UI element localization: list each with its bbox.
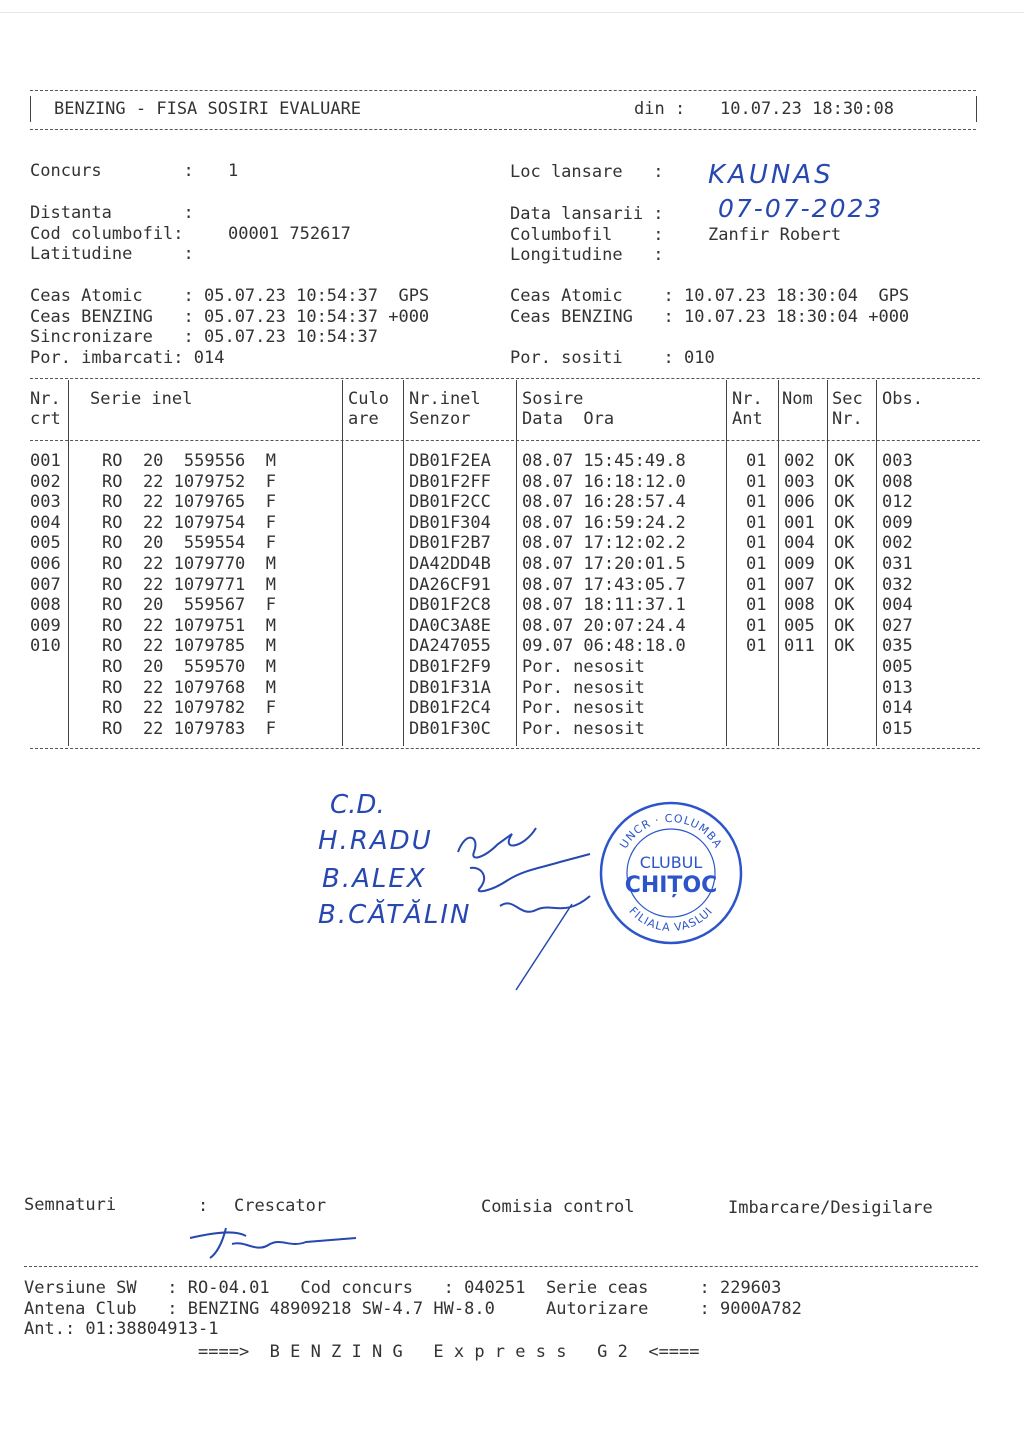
clock-left-line: Ceas BENZING : 05.07.23 10:54:37 +000 (30, 307, 430, 327)
cell-sec: OK (834, 574, 855, 595)
cell-serie: RO 22 1079768 M (102, 677, 276, 698)
cell-sosire: 08.07 16:18:12.0 (522, 471, 686, 492)
column-separator (403, 380, 404, 746)
stamp-bottom-text: FILIALA VASLUI (626, 904, 716, 935)
clock-right-line: Ceas BENZING : 10.07.23 18:30:04 +000 (510, 307, 910, 327)
cell-obs: 012 (882, 492, 913, 513)
cod-columbofil-value: 00001 752617 (228, 224, 351, 244)
cell-senzor: DB01F2F9 (409, 657, 491, 677)
cell-serie: RO 22 1079765 F (102, 492, 276, 513)
cell-senzor: DB01F31A (409, 677, 491, 698)
footer-brand: ====> B E N Z I N G E x p r e s s G 2 <==== (198, 1342, 700, 1362)
cell-nom: 003 (784, 471, 815, 492)
cell-serie: RO 22 1079785 M (102, 636, 276, 657)
cell-senzor: DB01F2C4 (409, 698, 491, 719)
svg-text:UNCR · COLUMBA (617, 812, 724, 851)
cell-nom: 005 (784, 615, 815, 636)
cell-nr: 006 (30, 554, 61, 574)
stamp-line-2: CHIȚOC (624, 873, 718, 898)
header-are: are (348, 409, 379, 429)
loc-lansare-label: Loc lansare : (510, 162, 664, 182)
cell-sec: OK (834, 615, 855, 636)
header-serie: Serie inel (90, 389, 193, 409)
cell-sosire: Por. nesosit (522, 718, 645, 739)
column-separator (726, 380, 727, 746)
cod-columbofil-label: Cod columbofil: (30, 224, 184, 244)
cell-nom: 008 (784, 595, 815, 616)
header-crt: crt (30, 409, 61, 429)
cell-ant: 01 (746, 533, 767, 554)
cell-senzor: DB01F2C8 (409, 595, 491, 616)
cell-serie: RO 22 1079754 F (102, 512, 276, 533)
cell-ant: 01 (746, 554, 767, 574)
header-sosire: Sosire (522, 389, 584, 409)
stamp-line-1: CLUBUL (639, 853, 703, 872)
clock-left-line: Ceas Atomic : 05.07.23 10:54:37 GPS (30, 286, 430, 306)
club-stamp (596, 798, 746, 948)
cell-obs: 031 (882, 554, 913, 574)
cell-nom: 004 (784, 533, 815, 554)
footer-line: Antena Club : BENZING 48909218 SW-4.7 HW-8.0 Autorizare : 9000A782 (24, 1299, 802, 1319)
table-header-border (30, 440, 980, 441)
cell-senzor: DA26CF91 (409, 574, 491, 595)
cell-nr: 007 (30, 574, 61, 595)
cell-nr: 010 (30, 636, 61, 657)
cell-sosire: 08.07 18:11:37.1 (522, 595, 686, 616)
handwritten-line: B.ALEX (322, 864, 427, 894)
cell-senzor: DB01F304 (409, 512, 491, 533)
handwritten-signatures (440, 800, 620, 1000)
cell-sosire: 08.07 17:20:01.5 (522, 554, 686, 574)
cell-obs: 003 (882, 451, 913, 471)
stamp-top-text: UNCR · COLUMBA (617, 811, 725, 851)
cell-ant: 01 (746, 471, 767, 492)
header-top-border (30, 90, 976, 91)
date-label: din : (634, 99, 686, 119)
cell-sec: OK (834, 554, 855, 574)
cell-nom: 006 (784, 492, 815, 513)
data-lansarii-label: Data lansarii : (510, 204, 664, 224)
cell-ant: 01 (746, 615, 767, 636)
cell-serie: RO 20 559567 F (102, 595, 276, 616)
cell-senzor: DB01F2B7 (409, 533, 491, 554)
cell-ant: 01 (746, 574, 767, 595)
cell-serie: RO 20 559554 F (102, 533, 276, 554)
cell-obs: 014 (882, 698, 913, 719)
cell-serie: RO 22 1079771 M (102, 574, 276, 595)
cell-serie: RO 20 559556 M (102, 451, 276, 471)
signature-comisia: Comisia control (481, 1197, 635, 1217)
cell-nr: 009 (30, 615, 61, 636)
cell-nr: 005 (30, 533, 61, 554)
columbofil-value: Zanfir Robert (708, 225, 842, 245)
cell-obs: 008 (882, 471, 913, 492)
cell-obs: 004 (882, 595, 913, 616)
header-sec: Sec (832, 389, 863, 409)
crescator-signature (186, 1224, 366, 1264)
header-ant-nr: Nr. (732, 389, 763, 409)
column-separator (778, 380, 779, 746)
cell-obs: 032 (882, 574, 913, 595)
header-obs: Obs. (882, 389, 923, 409)
svg-text:FILIALA VASLUI (626, 904, 715, 934)
column-separator (516, 380, 517, 746)
cell-serie: RO 22 1079752 F (102, 471, 276, 492)
header-culo: Culo (348, 389, 389, 409)
cell-obs: 002 (882, 533, 913, 554)
header-ant: Ant (732, 409, 763, 429)
cell-ant: 01 (746, 451, 767, 471)
cell-nr: 003 (30, 492, 61, 513)
header-nr: Nr. (30, 389, 61, 409)
clock-right-line: Ceas Atomic : 10.07.23 18:30:04 GPS (510, 286, 910, 306)
cell-serie: RO 22 1079770 M (102, 554, 276, 574)
column-separator (876, 380, 877, 746)
signatures-sep: : (198, 1196, 209, 1216)
table-top-border (30, 378, 980, 379)
cell-ant: 01 (746, 595, 767, 616)
clock-left-line: Por. imbarcati: 014 (30, 348, 225, 368)
clock-left-line: Sincronizare : 05.07.23 10:54:37 (30, 327, 378, 347)
header-data-ora: Data Ora (522, 409, 615, 429)
cell-nom: 002 (784, 451, 815, 471)
page-top-edge (0, 12, 1024, 13)
cell-sosire: 08.07 15:45:49.8 (522, 451, 686, 471)
cell-serie: RO 20 559570 M (102, 657, 276, 677)
cell-senzor: DA0C3A8E (409, 615, 491, 636)
cell-nr: 002 (30, 471, 61, 492)
cell-sec: OK (834, 512, 855, 533)
cell-obs: 013 (882, 677, 913, 698)
columbofil-label: Columbofil : (510, 225, 664, 245)
cell-sosire: 08.07 17:12:02.2 (522, 533, 686, 554)
cell-serie: RO 22 1079782 F (102, 698, 276, 719)
cell-obs: 027 (882, 615, 913, 636)
cell-senzor: DA42DD4B (409, 554, 491, 574)
table-bottom-border (30, 748, 980, 749)
column-separator (827, 380, 828, 746)
cell-obs: 009 (882, 512, 913, 533)
clock-right-line: Por. sositi : 010 (510, 348, 715, 368)
cell-sosire: Por. nesosit (522, 657, 645, 677)
cell-nom: 009 (784, 554, 815, 574)
cell-nom: 001 (784, 512, 815, 533)
cell-ant: 01 (746, 636, 767, 657)
signature-imbarcare: Imbarcare/Desigilare (728, 1198, 933, 1218)
handwritten-line: C.D. (330, 790, 385, 820)
cell-senzor: DB01F2CC (409, 492, 491, 513)
cell-nr: 008 (30, 595, 61, 616)
header-senzor: Senzor (409, 409, 471, 429)
cell-nr: 004 (30, 512, 61, 533)
cell-sec: OK (834, 533, 855, 554)
signatures-label: Semnaturi (24, 1195, 117, 1215)
cell-senzor: DB01F2FF (409, 471, 491, 492)
footer-line: Versiune SW : RO-04.01 Cod concurs : 040251 Serie ceas : 229603 (24, 1278, 782, 1298)
cell-serie: RO 22 1079751 M (102, 615, 276, 636)
cell-nr: 001 (30, 451, 61, 471)
cell-sec: OK (834, 636, 855, 657)
concurs-value: 1 (228, 161, 239, 181)
cell-sosire: 08.07 20:07:24.4 (522, 615, 686, 636)
distanta-label: Distanta : (30, 203, 194, 223)
longitudine-label: Longitudine : (510, 245, 664, 265)
cell-sec: OK (834, 471, 855, 492)
header-left-border (30, 96, 31, 122)
header-sec-nr: Nr. (832, 409, 863, 429)
cell-obs: 015 (882, 718, 913, 739)
cell-ant: 01 (746, 512, 767, 533)
cell-sosire: 08.07 16:28:57.4 (522, 492, 686, 513)
cell-senzor: DA247055 (409, 636, 491, 657)
cell-nom: 007 (784, 574, 815, 595)
data-lansarii-value: 07-07-2023 (718, 194, 884, 223)
cell-obs: 005 (882, 657, 913, 677)
cell-serie: RO 22 1079783 F (102, 718, 276, 739)
cell-sosire: Por. nesosit (522, 677, 645, 698)
cell-sosire: 09.07 06:48:18.0 (522, 636, 686, 657)
cell-nom: 011 (784, 636, 815, 657)
header-nom: Nom (782, 389, 813, 409)
cell-sosire: 08.07 16:59:24.2 (522, 512, 686, 533)
footer-line: Ant.: 01:38804913-1 (24, 1319, 219, 1339)
header-right-border (976, 96, 977, 122)
cell-senzor: DB01F2EA (409, 451, 491, 471)
date-value: 10.07.23 18:30:08 (720, 99, 894, 119)
cell-sosire: 08.07 17:43:05.7 (522, 574, 686, 595)
cell-sosire: Por. nesosit (522, 698, 645, 719)
handwritten-line: B.CĂTĂLIN (318, 900, 472, 930)
column-separator (68, 380, 69, 746)
cell-obs: 035 (882, 636, 913, 657)
cell-ant: 01 (746, 492, 767, 513)
document-title: BENZING - FISA SOSIRI EVALUARE (54, 99, 362, 119)
signature-crescator: Crescator (234, 1196, 327, 1216)
footer-divider (24, 1266, 978, 1267)
cell-sec: OK (834, 451, 855, 471)
cell-sec: OK (834, 595, 855, 616)
concurs-label: Concurs : (30, 161, 194, 181)
handwritten-line: H.RADU (318, 826, 433, 856)
column-separator (342, 380, 343, 746)
cell-senzor: DB01F30C (409, 718, 491, 739)
cell-sec: OK (834, 492, 855, 513)
latitudine-label: Latitudine : (30, 244, 194, 264)
loc-lansare-value: KAUNAS (708, 160, 834, 190)
header-bottom-border (30, 129, 976, 130)
header-nrinel: Nr.inel (409, 389, 481, 409)
